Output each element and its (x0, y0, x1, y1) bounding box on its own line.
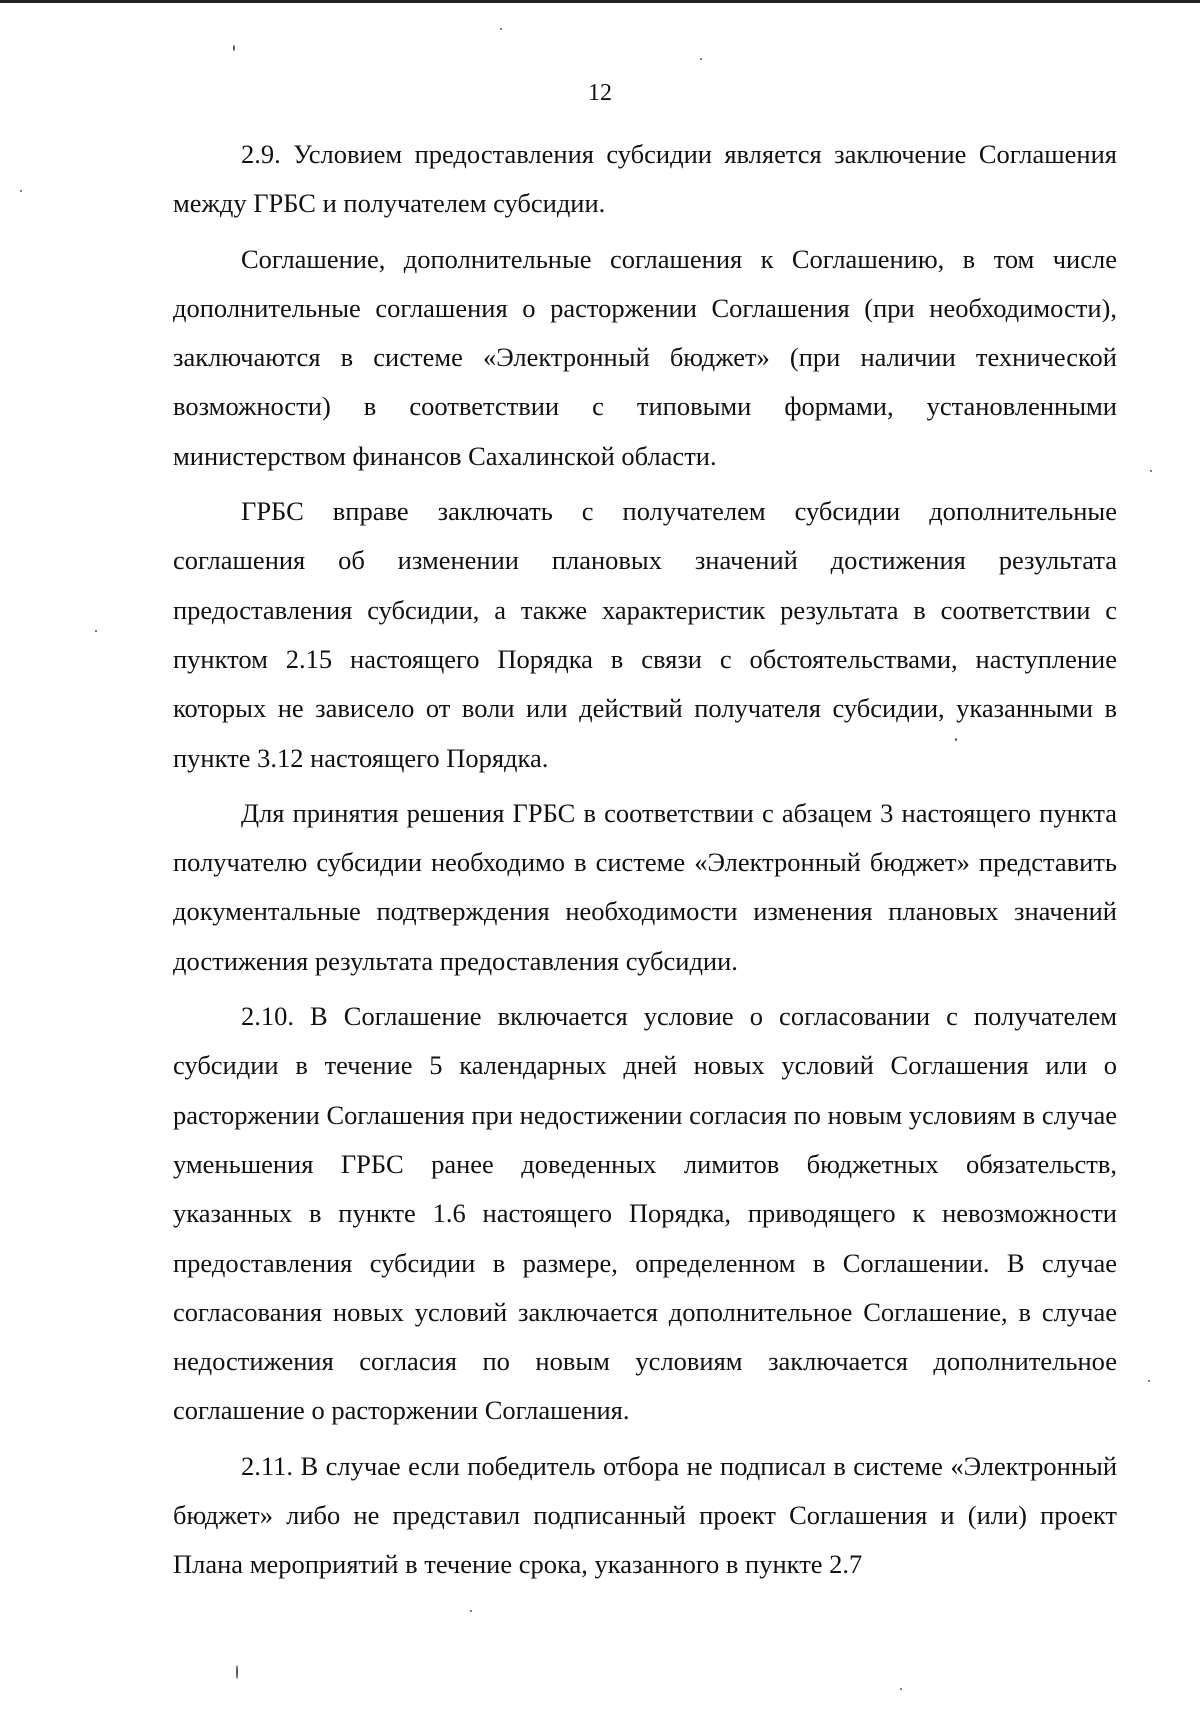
scan-speck (700, 58, 702, 60)
scan-speck (95, 630, 97, 632)
document-body (173, 130, 1117, 1596)
paragraph-grbs-rights: ГРБС вправе заключать с получателем субсидии дополнительные соглашения об изменении плановых значений достижения результата предоставления субсидии, а также характеристик результата в соответствии с пунктом 2.15 настоящего Порядка в связи с обстоятельствами, наступление которых не зависело от воли или действий получателя субсидии, указанными в пункте 3.12 настоящего Порядка. (173, 496, 1117, 773)
paragraph-2-9: 2.9. Условием предоставления субсидии является заключение Соглашения между ГРБС и получателем субсидии. (173, 139, 1117, 219)
paragraph-2-11: 2.11. В случае если победитель отбора не подписал в системе «Электронный бюджет» либо не представил подписанный проект Соглашения и (или) проект Плана мероприятий в течение срока, указанного в пункте 2.7 (173, 1450, 1117, 1580)
scan-speck (1150, 470, 1152, 472)
scan-speck (233, 45, 235, 51)
scan-speck (900, 1688, 902, 1690)
page-number: 12 (588, 80, 612, 106)
scan-speck (236, 1665, 238, 1679)
scan-speck (500, 28, 502, 30)
paragraph-agreement-system: Соглашение, дополнительные соглашения к Соглашению, в том числе дополнительные соглашения о расторжении Соглашения (при необходимости), заключаются в системе «Электронный бюджет» (при наличии технической возможности) в соответствии с типовыми формами, установленными министерством финансов Сахалинской области. (173, 243, 1117, 471)
scan-speck (470, 1610, 472, 1612)
scan-speck (20, 190, 22, 192)
paragraph-2-10: 2.10. В Соглашение включается условие о согласовании с получателем субсидии в течение 5 календарных дней новых условий Соглашения или о расторжении Соглашения при недостижении согласия по новым условиям в случае уменьшения ГРБС ранее доведенных лимитов бюджетных обязательств, указанных в пункте 1.6 настоящего Порядка, приводящего к невозможности предоставления субсидии в размере, определенном в Соглашении. В случае согласования новых условий заключается дополнительное Соглашение, в случае недостижения согласия по новым условиям заключается дополнительное соглашение о расторжении Соглашения. (173, 1001, 1117, 1426)
scan-top-edge (0, 0, 1200, 3)
scan-speck (955, 738, 957, 741)
paragraph-decision-documents: Для принятия решения ГРБС в соответствии с абзацем 3 настоящего пункта получателю субсидии необходимо в системе «Электронный бюджет» представить документальные подтверждения необходимости изменения плановых значений достижения результата предоставления субсидии. (173, 797, 1117, 976)
scan-speck (1148, 1380, 1150, 1382)
